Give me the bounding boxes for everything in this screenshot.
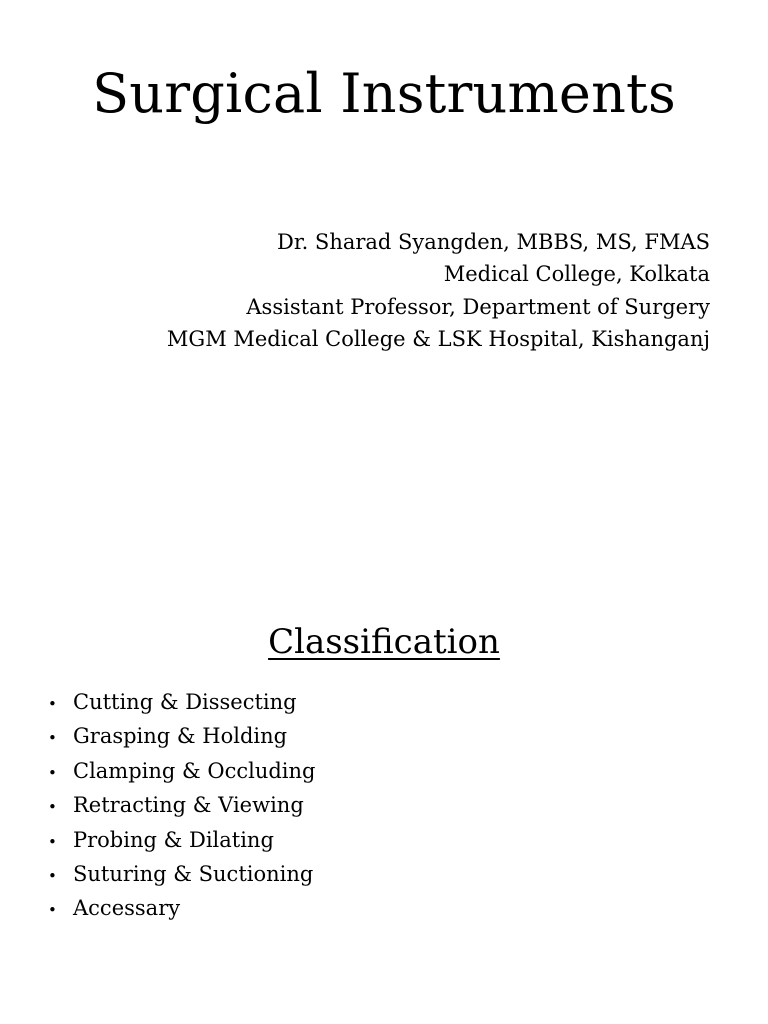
list-item-text: Suturing & Suctioning (73, 862, 314, 887)
list-item (48, 858, 316, 892)
author-college-line: Medical College, Kolkata (443, 262, 710, 287)
author-name-line: Dr. Sharad Syangden, MBBS, MS, FMAS (277, 230, 710, 254)
bullet-icon: • (48, 729, 57, 748)
list-item-text: Retracting & Viewing (73, 793, 304, 818)
list-item (48, 720, 316, 754)
document-title: Surgical Instruments (92, 62, 676, 125)
list-item-text: Accessary (73, 896, 181, 921)
list-item (48, 892, 316, 926)
classification-list (48, 686, 316, 927)
list-item-text: Clamping & Occluding (73, 758, 316, 783)
bullet-icon: • (48, 695, 57, 713)
bullet-icon: • (48, 867, 57, 886)
list-item (48, 755, 316, 789)
bullet-icon: • (48, 763, 57, 782)
bullet-icon: • (48, 832, 57, 851)
list-item (48, 789, 316, 823)
section-heading-text: Classification (268, 622, 500, 662)
list-item-text: Probing & Dilating (73, 827, 274, 852)
author-institution-line: MGM Medical College & LSK Hospital, Kishanganj (166, 327, 710, 352)
section-heading (0, 622, 768, 663)
list-item-text: Cutting & Dissecting (73, 690, 297, 714)
list-item (48, 686, 316, 720)
bullet-icon: • (48, 798, 57, 817)
author-position-line: Assistant Professor, Department of Surgery (246, 294, 710, 319)
bullet-icon: • (48, 901, 57, 920)
author-block (167, 226, 710, 356)
list-item-text: Grasping & Holding (73, 724, 288, 749)
list-item (48, 824, 316, 858)
